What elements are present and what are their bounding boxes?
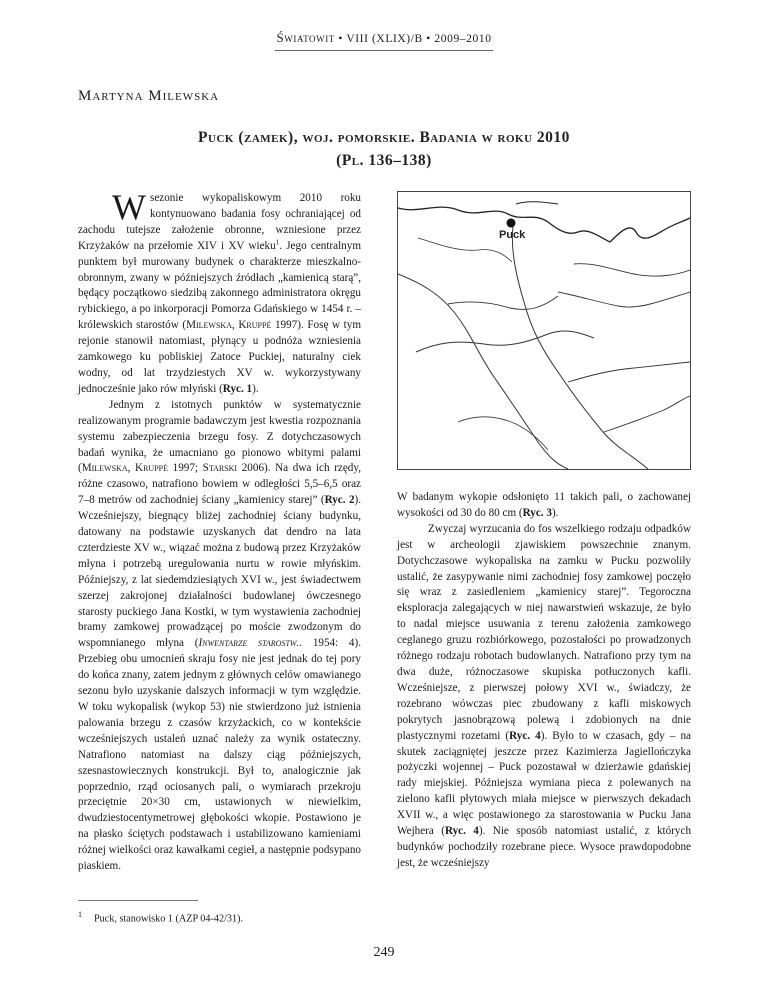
citation: Starski [202,462,238,475]
location-map [397,191,691,470]
citation: Milewska, Kruppé [186,319,272,332]
figure-ref[interactable]: Ryc. 4 [509,729,541,742]
journal-name: Światowit [276,30,335,45]
title-line-1: Puck (zamek), woj. pomorskie. Badania w roku 2010 [198,129,570,146]
footnote-number: 1 [78,910,82,919]
right-column [397,490,691,872]
footnote-text: Puck, stanowisko 1 (AZP 04-42/31). [94,913,244,925]
figure-ref[interactable]: Ryc. 2 [324,494,355,507]
figure-ref[interactable]: Ryc. 3 [522,506,552,519]
journal-years: 2009–2010 [434,33,492,45]
puck-location-marker [507,219,516,228]
paragraph: W sezonie wykopaliskowym 2010 roku kontynuowano badania fosy ochraniającej od zachodu tutejsze założenie obronne, wzniesione przez Krzyżaków na przełomie XIV i XV wieku$^1$. Jego centralnym punktem był murowany budynek o charakterze mieszkalno-obronnym, zwany w późniejszych źródłach „kamienicą starą”, będący początkowo siedzibą zakonnego administratora okręgu rybickiego, a po inkorporacji Pomorza Gdańskiego w 1454 r. – królewskich starostów (Milewska, Kruppé 1997). Fosę w tym rejonie stanowił natomiast, płynący u podnóża wzniesienia zamkowego ku pobliskiej Zatoce Puckiej, naturalny ciek wodny, od lat trzydziestych XV w. wykorzystywany jednocześnie jako rów młyński (Ryc. 1). [78,187,361,395]
figure-ref[interactable]: Ryc. 4 [444,825,479,838]
river-narew [574,264,690,276]
map-drawing [398,192,690,469]
separator: • [338,33,344,45]
drop-cap: W [112,187,146,227]
river-small [418,238,512,262]
citation: Milewska, Kruppé [81,462,168,475]
footnote-ref[interactable]: 1 [275,238,280,246]
paragraph: Zwyczaj wyrzucania do fos wszelkiego rodzaju odpadków jest w archeologii zjawiskiem powszechnie znanym. Dotychczasowe wykopaliska na zamku w Pucku pozwoliły ustalić, że zasypywanie nimi zachodniej fosy zamkowej poczęło się wraz z zasiedleniem „kamienicy starej”. Tegoroczna eksploracja zalegających w niej nawarstwień wskazuje, że było to nadal miejsce usuwania z terenu założenia zamkowego ceglanego gruzu rozbiórkowego, pozostałości po prowadzonych różnego rodzaju robotach budowlanych. Natrafiono przy tym na dwa duże, różnoczasowe skupiska potłuczonych kafli. Wcześniejsze, z pierwszej połowy XVI w., świadczy, że rozebrano wówczas piec zbudowany z kafli miskowych pokrytych jasnobrązową polewą i zdobionych na dnie plastycznymi rozetami (Ryc. 4). Było to w czasach, gdy – na skutek zaciągniętej jeszcze przez Kazimierza Jagiellończyka pożyczki wojennej – Puck pozostawał w dzierżawie gdańskiej rady miejskiej. Późniejsza wymiana pieca z polewanych na zielono kafli płytowych miała miejsce w pierwszych dekadach XVII w., a więc postawionego za starostowania w Pucku Jana Wejhera (Ryc. 4). Nie sposób natomiast ustalić, z których budynków pochodziły rozebrane piece. Wysoce prawdopodobne jest, że wcześniejszy [397,522,692,869]
hel-peninsula [516,202,558,204]
map-label-puck: Puck [499,229,526,241]
left-column [78,187,362,875]
coastline [398,207,690,242]
river-bug [558,292,690,307]
journal-volume: VIII (XLIX)/B [346,33,423,45]
citation: Inwentarze starostw.. [198,637,303,650]
river-vistula [512,226,648,469]
river-small [458,417,548,450]
title-line-2: (Pl. 136–138) [336,152,432,170]
figure-ref[interactable]: Ryc. 1 [222,382,253,395]
river-warta [416,331,594,352]
paragraph: Jednym z istotnych punktów w systematycznie realizowanym programie badawczym jest kwestia rozpoznania systemu zabezpieczenia brzegu fosy. Z dotychczasowych badań wynika, że umacniano go pionowo wbitymi palami (Milewska, Kruppé 1997; Starski 2006). Na dwa ich rzędy, różne czasowo, natrafiono bowiem w odległości 5,5–6,5 oraz 7–8 metrów od zachodniej ściany „kamienicy starej” (Ryc. 2). Wcześniejszy, biegnący bliżej zachodniej ściany budynku, datowany na podstawie uzyskanych dat dendro na lata czterdzieste XV w., wiązać można z budową przez Krzyżaków młyna i potrzebą uregulowania nurtu w rowie młyńskim. Późniejszy, z lat siedemdziesiątych XVI w., jest świadectwem szerzej zakrojonej działalności budowlanej ówczesnego starosty puckiego Jana Kostki, w tym wystawienia zachodniej bramy zamkowej prowadzącej po moście zwodzonym do wspomnianego młyna (Inwentarze starostw.. 1954: 4). Przebieg obu umocnień skraju fosy nie jest jednak do tej pory do końca znany, zatem jednym z głównych celów omawianego sezonu było uzyskanie dalszych informacji w tym względzie. W toku wykopalisk (wykop 53) nie stwierdzono już istnienia palowania brzegu z czasów krzyżackich, co w kontekście wcześniejszych ustaleń uznać należy za wynik ostateczny. Natrafiono natomiast na dalszy ciąg późniejszych, szesnastowiecznych konstrukcji. Był to, analogicznie jak poprzednio, rząd ociosanych pali, o wymiarach przekroju przeciętnie 20×30 cm, ustawionych w niewielkim, dwudziestocentymetrowej głębokości wkopie. Postawiono je na płasko ściętych podstawach i ustabilizowano kamieniami różnej wielkości oraz kawałkami cegieł, a następnie podsypano piaskiem. [78,398,362,873]
running-head [0,30,768,46]
page-number: 249 [373,945,395,960]
river-pilica [568,362,690,382]
separator: • [426,33,431,45]
footnote [78,910,243,924]
author-name: Martyna Milewska [78,88,220,104]
header-rule [275,50,493,51]
article-title [0,126,768,173]
river-san [604,396,690,432]
paragraph: W badanym wykopie odsłonięto 11 takich pali, o zachowanej wysokości od 30 do 80 cm (Ryc. 3). [397,491,691,519]
river-oder [398,274,568,469]
footnote-rule [78,900,198,901]
river-notec [448,296,558,310]
